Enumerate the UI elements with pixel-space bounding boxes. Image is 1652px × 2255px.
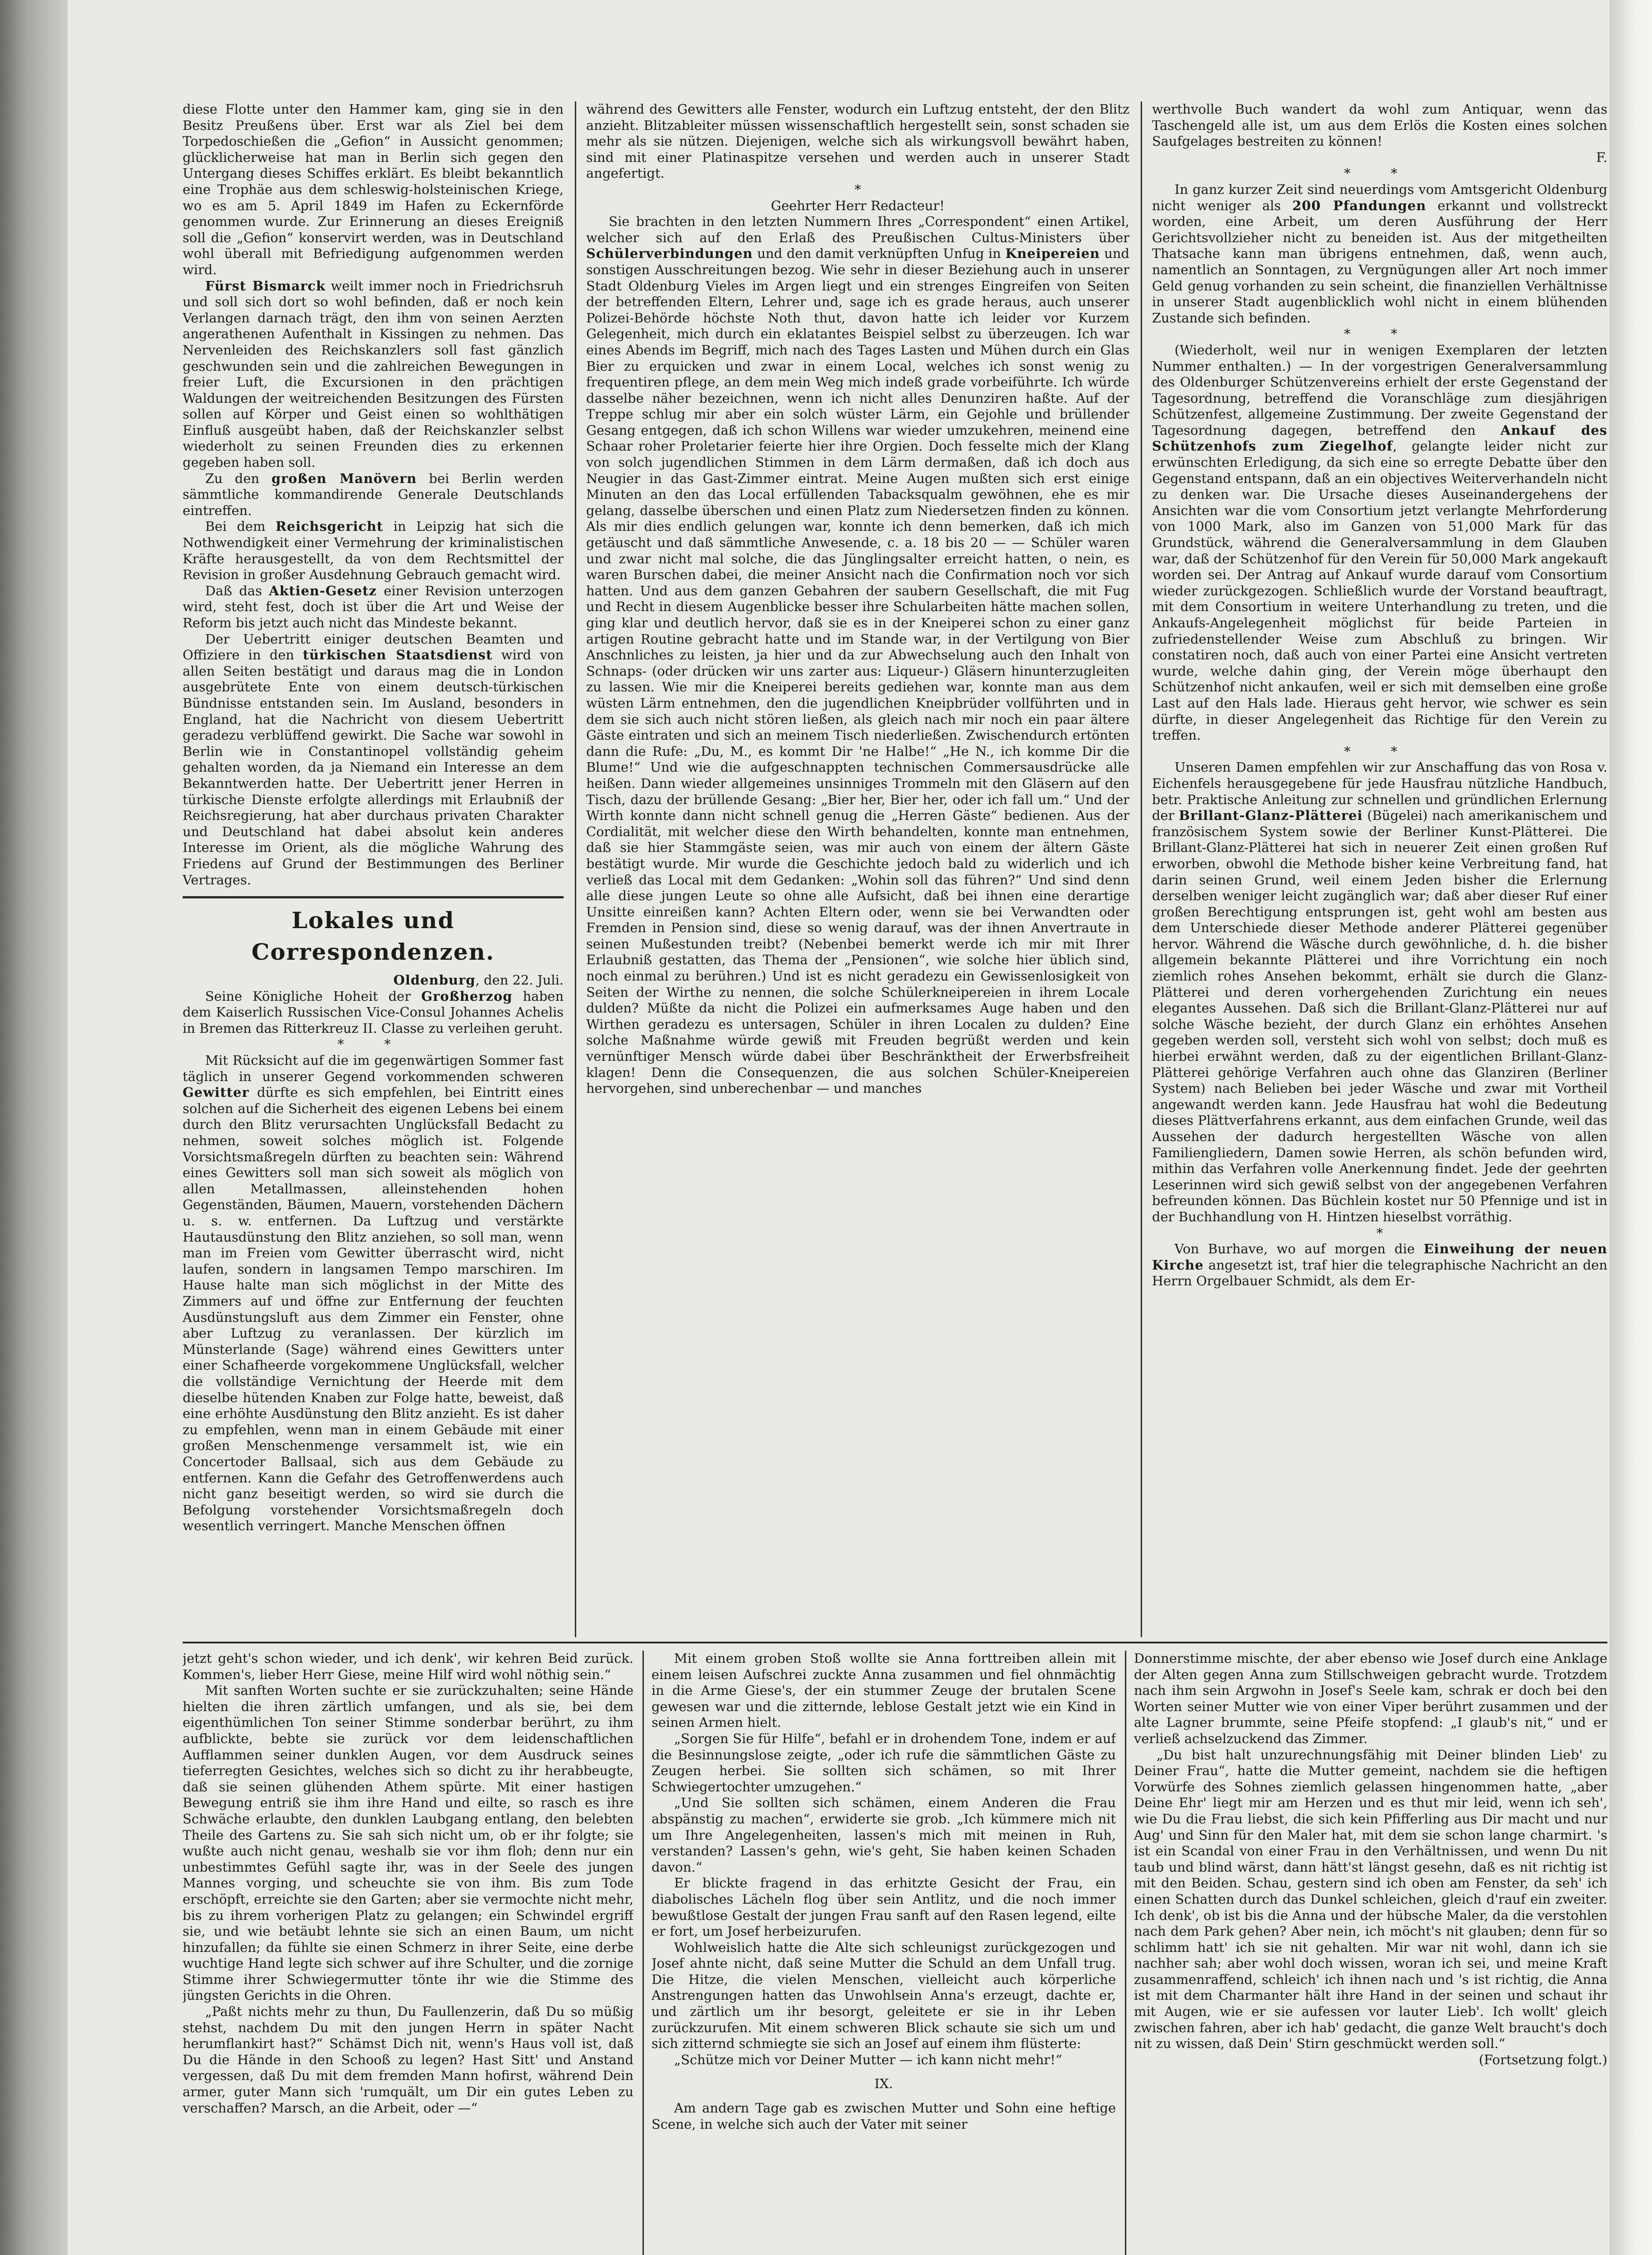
feuilleton-rule bbox=[183, 1642, 1607, 1643]
separator-asterisks: * * bbox=[1344, 166, 1416, 181]
keyword-schuelerverbindungen: Schülerverbindungen bbox=[586, 246, 753, 262]
keyword-gewitter: Gewitter bbox=[183, 1085, 249, 1100]
chapter-number: IX. bbox=[874, 2076, 893, 2092]
paragraph-gefion: diese Flotte unter den Hammer kam, ging sie in den Besitz Preußens über. Erst war als Ziel bei dem Torpedoschießen die „Gefion“ in Aussicht genommen; glücklicherweise hat man in Berlin sich gegen den Untergang dieses Schiffes erklärt. Es bleibt bekanntlich eine Trophäe aus dem schleswig-holsteinischen Kriege, wo es am 5. April 1849 im Hafen zu Eckernförde genommen wurde. Zur Erinnerung an dieses Ereigniß soll die „Gefion“ konservirt werden, was in Deutschland wohl überall mit Befriedigung aufgenommen werden wird. bbox=[183, 101, 564, 277]
separator-asterisks: * * bbox=[337, 1036, 409, 1052]
feuilleton-rule-1 bbox=[642, 1651, 644, 2255]
paragraph-blitzableiter: während des Gewitters alle Fenster, wodurch ein Luftzug entsteht, der den Blitz anzieht. Blitzableiter müssen wissenschaftlich hergestellt sein, sonst schaden sie mehr als sie nützen. Diejenigen, welche sich als wirkungsvoll bewährt haben, sind mit einer Platinaspitze versehen und werden auch in unserer Stadt angefertigt. bbox=[586, 101, 1129, 181]
book-binding-shadow bbox=[0, 0, 68, 2255]
paragraph-gewitter: Mit Rücksicht auf die im gegenwärtigen Sommer fast täglich in unserer Gegend vorkommenden schweren Gewitter dürfte es sich empfehlen, bei Eintritt eines solchen auf die Sicherheit des eigenen Lebens bei einem durch den Blitz verursachten Unglücksfall Bedacht zu nehmen, soweit solches möglich ist. Folgende Vorsichtsmaßregeln dürften zu beachten sein: Während eines Gewitters soll man sich soweit als möglich von allen Metallmassen, alleinstehenden hohen Gegenständen, Bäumen, Mauern, vorstehenden Dächern u. s. w. entfernen. Da Luftzug und verstärkte Hautausdünstung den Blitz anziehen, so soll man, wenn man im Freien vom Gewitter überrascht wird, nicht laufen, sondern in langsamen Tempo marschiren. Im Hause halte man sich möglichst in der Mitte des Zimmers auf und öffne zur Entfernung der feuchten Ausdünstungsluft aus dem Zimmer ein Fenster, ohne aber Luftzug zu veranlassen. Der kürzlich im Münsterlande (Sage) während eines Gewitters unter einer Schafheerde vorgekommene Unglücksfall, welcher die vollständige Vernichtung der Heerde mit dem dieselbe hütenden Knaben zur Folge hatte, beweist, daß eine erhöhte Ausdünstung den Blitz anzieht. Es ist daher zu empfehlen, wenn man in einem Gebäude mit einer großen Menschenmenge versammelt ist, wie ein Concertoder Ballsaal, sich aus dem Gebäude zu entfernen. Kann die Gefahr des Getroffenwerdens auch nicht ganz beseitigt werden, so wird sie durch die Befolgung vorstehender Vorsichtsmaßregeln doch wesentlich verringert. Manche Menschen öffnen bbox=[183, 1053, 564, 1534]
feuilleton-column-3 bbox=[1134, 1651, 1607, 2255]
column-2 bbox=[586, 101, 1129, 1637]
paragraph-bismarck: Fürst Bismarck weilt immer noch in Friedrichsruh und soll sich dort so wohl befinden, daß er noch kein Verlangen darnach trägt, den ihm von seinen Aerzten angerathenen Aufenthalt in Kissingen zu nehmen. Das Nervenleiden des Reichskanzlers soll fast gänzlich geschwunden sein und die zahlreichen Bewegungen in freier Luft, die Excursionen in den prächtigen Waldungen der weitreichenden Besitzungen des Fürsten sollen auf Körper und Geist einen so wohlthätigen Einfluß ausgeübt haben, daß der Reichskanzler selbst wiederholt zu seinen Freunden dies zu erkennen gegeben haben soll. bbox=[183, 278, 564, 470]
column-rule-1 bbox=[575, 101, 576, 1637]
story-paragraph: Er blickte fragend in das erhitzte Gesicht der Frau, ein diabolisches Lächeln flog über sein Antlitz, und die noch immer bewußtlose Gestalt der jungen Frau sanft auf den Rasen legend, eilte er fort, um Josef herbeizurufen. bbox=[652, 1875, 1116, 1939]
story-paragraph: „Paßt nichts mehr zu thun, Du Faullenzerin, daß Du so müßig stehst, nachdem Du mit den jungen Herrn in später Nacht herumflankirt hast?“ Schämst Dich nit, wenn's Haus voll ist, daß Du die Hände in den Schooß zu legen? Hast Sitt' und Anstand vergessen, daß Du mit dem fremden Mann hofirst, während Dein armer, guter Mann sich 'rumquält, um Dir ein gutes Leben zu verschaffen? Marsch, an die Arbeit, oder —“ bbox=[183, 2004, 633, 2116]
story-paragraph: Am andern Tage gab es zwischen Mutter und Sohn eine heftige Scene, in welche sich auch der Vater mit seiner bbox=[652, 2100, 1116, 2132]
paragraph-antiquar: werthvolle Buch wandert da wohl zum Antiquar, wenn das Taschengeld alle ist, um aus dem Erlös die Kosten eines solchen Saufgelages bestreiten zu können! bbox=[1152, 101, 1607, 149]
section-rule bbox=[183, 896, 564, 898]
letter-body: Sie brachten in den letzten Nummern Ihres „Correspondent“ einen Artikel, welcher sich auf den Erlaß des Preußischen Cultus-Ministers über Schülerverbindungen und den damit verknüpften Unfug in Kneipereien und sonstigen Ausschreitungen bezog. Wie sehr in dieser Beziehung auch in unserer Stadt Oldenburg Vieles im Argen liegt und ein strenges Eingreifen von Seiten der betreffenden Eltern, Lehrer und, sage ich es grade heraus, auch unserer Polizei-Behörde höchste Noth thut, davon hatte ich leider vor Kurzem Gelegenheit, mich durch ein eklatantes Beispiel selbst zu überzeugen. Ich war eines Abends im Begriff, mich nach des Tages Lasten und Mühen durch ein Glas Bier zu erquicken und zwar in einem Local, welches ich sonst wenig zu frequentiren pflege, an dem mein Weg mich indeß grade vorbeiführte. Ich würde dasselbe näher bezeichnen, wenn ich nicht alles Denunziren haßte. Auf der Treppe schlug mir aber ein solch wüster Lärm, ein Gejohle und brüllender Gesang entgegen, daß ich schon Willens war wieder umzukehren, meinend eine Schaar roher Proletarier feierte hier ihre Orgien. Doch fesselte mich der Klang von solch jugendlichen Stimmen in dem Lärm dermaßen, daß ich doch aus Neugier in das Gast-Zimmer eintrat. Meine Augen mußten sich erst einige Minuten an den das Local erfüllenden Tabacksqualm gewöhnen, ehe es mir gelang, dasselbe überschen und einen Platz zum Niedersetzen finden zu können. Als mir dies endlich gelungen war, konnte ich denn bemerken, daß ich mich getäuscht und daß sämmtliche Anwesende, c. a. 18 bis 20 — — Schüler waren und zwar nicht mal solche, die das Jünglingsalter erreicht hatten, o nein, es waren Burschen dabei, die meiner Ansicht nach die Confirmation noch vor sich hatten. Und aus dem ganzen Gebahren der saubern Gesellschaft, die mit Fug und Recht in diesem Augenblicke besser ihre Schularbeiten hätte machen sollen, ging klar und deutlich hervor, daß sie es in der Kneiperei schon zu einer ganz artigen Routine gebracht hatte und im Stande war, in der Vertilgung von Bier Anschnliches zu leisten, ja hier und da zur Abwechselung auch den Inhalt von Schnaps- (oder drücken wir uns zarter aus: Liqueur-) Gläsern hinunterzugleiten zu lassen. Wie mir die Kneiperei bereits gediehen war, konnte man aus dem wüsten Lärm entnehmen, den die jugendlichen Kneipbrüder vollführten und in dem sie sich auch nicht stören ließen, als gleich nach mir noch ein paar ältere Gäste eintraten und sich an meinem Tisch niederließen. Zwischendurch ertönten dann die Rufe: „Du, M., es kommt Dir 'ne Halbe!“ „He N., ich komme Dir die Blume!“ Und wie die aufgeschnappten technischen Commersausdrücke alle heißen. Dann wieder allgemeines unsinniges Trommeln mit den Gläsern auf den Tisch, dazu der brüllende Gesang: „Bier her, Bier her, oder ich fall um.“ Und der Wirth konnte dann nicht schnell genug die „Herren Gäste“ bedienen. Aus der Cordialität, mit welcher diese den Wirth behandelten, konnte man entnehmen, daß sie hier Stammgäste seien, was mir auch von einem der ältern Gäste bestätigt wurde. Mir wurde die Geschichte jedoch bald zu widerlich und ich verließ das Local mit dem Gedanken: „Wohin soll das führen?“ Und sind denn alle diese jungen Leute so ohne alle Aufsicht, daß bei ihnen eine derartige Unsitte einreißen kann? Achten Eltern oder, wenn sie bei Verwandten oder Fremden in Pension sind, diese so wenig darauf, was der ihnen Anvertraute in seinen Mußestunden treibt? (Nebenbei bemerkt werde ich mir mit Ihrer Erlaubniß gestatten, das Thema der „Pensionen“, wie solche hier üblich sind, noch einmal zu berühren.) Und ist es nicht geradezu ein Gewissenlosigkeit von Seiten der Wirthe zu nennen, die solche Schülerkneipereien in ihrem Locale dulden? Müßte da nicht die Polizei ein aufmerksames Auge haben und den Wirthen geradezu es untersagen, Schüler in ihren Localen zu dulden? Eine solche Maßnahme würde gewiß mit Freuden begrüßt werden und kein vernünftiger Mensch würde dabei über Beschränktheit der Erwerbsfreiheit klagen! Denn die Consequenzen, die aus solchen Schüler-Kneipereien hervorgehen, sind unberechenbar — und manches bbox=[586, 214, 1129, 1096]
paragraph-manoever: Zu den großen Manövern bei Berlin werden sämmtliche kommandirende Generale Deutschlands eintreffen. bbox=[183, 470, 564, 518]
letter-salutation: Geehrter Herr Redacteur! bbox=[771, 198, 945, 213]
paragraph-aktiengesetz: Daß das Aktien-Gesetz einer Revision unterzogen wird, steht fest, doch ist über die Art und Weise der Reform bis jetzt auch nicht das Mindeste bekannt. bbox=[183, 583, 564, 630]
keyword-grossherzog: Großherzog bbox=[421, 988, 513, 1004]
keyword-kirche: Einweihung der neuen Kirche bbox=[1152, 1241, 1607, 1273]
paragraph-burhave: Von Burhave, wo auf morgen die Einweihung der neuen Kirche angesetzt ist, traf hier die telegraphische Nachricht an den Herrn Orgelbauer Schmidt, als dem Er- bbox=[1152, 1241, 1607, 1289]
keyword-plaetterei: Brillant-Glanz-Plätterei bbox=[1179, 808, 1363, 824]
story-paragraph: Mit einem groben Stoß wollte sie Anna forttreiben allein mit einem leisen Aufschrei zuckte Anna zusammen und fiel ohnmächtig in die Arme Giese's, der ein stummer Zeuge der brutalen Scene gewesen war und die zitternde, leblose Gestalt jetzt wie ein Kind in seinen Armen hielt. bbox=[652, 1651, 1116, 1730]
separator-asterisk: * bbox=[1376, 1225, 1383, 1241]
column-1 bbox=[183, 101, 564, 1637]
keyword-aktiengesetz: Aktien-Gesetz bbox=[269, 583, 377, 598]
separator-asterisks: * * bbox=[1344, 326, 1416, 342]
story-paragraph: jetzt geht's schon wieder, und ich denk', wir kehren Beid zurück. Kommen's, lieber Herr Giese, meine Hilf wird wohl nöthig sein.“ bbox=[183, 1651, 633, 1682]
feuilleton-column-2 bbox=[652, 1651, 1116, 2255]
story-paragraph: „Schütze mich vor Deiner Mutter — ich kann nicht mehr!“ bbox=[674, 2052, 1062, 2067]
feuilleton-rule-2 bbox=[1125, 1651, 1126, 2255]
keyword-staatsdienst: türkischen Staatsdienst bbox=[303, 647, 493, 663]
story-paragraph: „Und Sie sollten sich schämen, einem Anderen die Frau abspänstig zu machen“, erwiderte sie grob. „Ich kümmere mich nit um Ihre Angelegenheiten, lassen's mich mit meinen in Ruh, verstanden? Lassen's gehn, wie's geht, Sie haben keinen Schaden davon.“ bbox=[652, 1795, 1116, 1875]
story-paragraph: Wohlweislich hatte die Alte sich schleunigst zurückgezogen und Josef ahnte nicht, daß seine Mutter die Schuld an dem Unfall trug. Die Hitze, die vielen Menschen, vielleicht auch körperliche Anstrengungen hatten das Unwohlsein Anna's erzeugt, dachte er, und zärtlich um ihr besorgt, geleitete er sie in ihr Leben zurückzurufen. Mit einem schweren Blick schaute sie sich um und sich zitternd schmiegte sie sich an Josef auf einem ihm flüsterte: bbox=[652, 1939, 1116, 2052]
keyword-bismarck: Fürst Bismarck bbox=[205, 278, 326, 294]
story-paragraph: Mit sanften Worten suchte er sie zurückzuhalten; seine Hände hielten die ihren zärtlich umfangen, und als sie, bei dem eigenthümlichen Ton seiner Stimme sonderbar berührt, zu ihm aufblickte, bebte sie zurück vor dem leidenschaftlichen Aufflammen seiner dunklen Augen, vor dem Ausdruck seines tieferregten Gesichtes, welches sich so dicht zu ihr herabbeugte, daß sie seinen glühenden Athem spürte. Mit einer hastigen Bewegung entriß sie ihm ihre Hand und eilte, so rasch es ihre Schwäche erlaubte, den dunklen Laubgang entlang, den belebten Theile des Gartens zu. Sie sah sich nicht um, ob er ihr folgte; sie wußte auch nicht genau, weshalb sie vor ihm floh; denn nur ein unbestimmtes Gefühl sagte ihr, was in der Seele des jungen Mannes vorging, und scheuchte sie von ihm. Bis zum Tode erschöpft, erreichte sie den Garten; aber sie vermochte nicht mehr, bis zu ihrem vorherigen Platz zu gelangen; ein Schwindel ergriff sie, und wie betäubt lehnte sie sich an einen Baum, um nicht hinzufallen; da fühlte sie einen Schmerz in ihrer Seite, eine derbe wuchtige Hand legte sich schwer auf ihre Schulter, und die zornige Stimme ihrer Schwiegermutter tönte ihr wie die Stimme des jüngsten Gerichts in die Ohren. bbox=[183, 1683, 633, 2003]
page-edge bbox=[1610, 0, 1652, 2255]
keyword-reichsgericht: Reichsgericht bbox=[275, 519, 383, 534]
paragraph-pfandungen: In ganz kurzer Zeit sind neuerdings vom Amtsgericht Oldenburg nicht weniger als 200 Pfandungen erkannt und vollstreckt worden, eine Arbeit, um deren Ausführung der Herr Gerichtsvollzieher nicht zu beneiden ist. Aus der mitgetheilten Thatsache kann man übrigens entnehmen, daß, wenn auch, namentlich an Sonntagen, zu Vergnügungen aller Art noch immer Geld genug vorhanden zu sein scheint, die finanziellen Verhältnisse in unserer Stadt augenblicklich wohl nicht in einem blühenden Zustande sich befinden. bbox=[1152, 181, 1607, 326]
signature: F. bbox=[1596, 149, 1607, 165]
story-paragraph: Donnerstimme mischte, der aber ebenso wie Josef durch eine Anklage der Alten gegen Anna zum Stillschweigen gebracht wurde. Trotzdem nach ihm sein Argwohn in Josef's Seele kam, schrak er doch bei den Worten seiner Mutter wie von einer Viper berührt zusammen und der alte Lagner brummte, seine Pfeife stopfend: „I glaub's nit,“ und er verließ achselzuckend das Zimmer. bbox=[1134, 1651, 1607, 1746]
paragraph-schuetzenverein: (Wiederholt, weil nur in wenigen Exemplaren der letzten Nummer enthalten.) — In der vorgestrigen Generalversammlung des Oldenburger Schützenvereins erhielt der erste Gegenstand der Tagesordnung, betreffend die Voranschläge zum diesjährigen Schützenfest, allgemeine Zustimmung. Der zweite Gegenstand der Tagesordnung dagegen, betreffend den Ankauf des Schützenhofs zum Ziegelhof, gelangte leider nicht zur erwünschten Erledigung, da sich eine so erregte Debatte über den Gegenstand entspann, daß an ein objectives Weiterverhandeln nicht zu denken war. Die Ursache dieses Auseinandergehens der Ansichten war die vom Consortium jetzt verlangte Mehrforderung von 1000 Mark, also im Ganzen von 51,000 Mark für das Grundstück, während die Generalversammlung in dem Glauben war, daß der Schützenhof für den Verein für 50,000 Mark angekauft worden sei. Der Antrag auf Ankauf wurde darauf vom Consortium wieder zurückgezogen. Schließlich wurde der Vorstand beauftragt, mit dem Consortium in weitere Unterhandlung zu treten, und die Ankaufs-Angelegenheit möglichst für beide Parteien in zufriedenstellender Weise zum Abschluß zu bringen. Wir constatiren noch, daß auch von einer Partei eine Ansicht vertreten wurde, welche dahin ging, der Verein möge überhaupt den Schützenhof nicht ankaufen, weil er sich mit demselben eine große Last auf den Hals lade. Hieraus geht hervor, wie schwer es sein dürfte, in dieser Angelegenheit das Richtige für den Verein zu treffen. bbox=[1152, 342, 1607, 743]
continuation-note: (Fortsetzung folgt.) bbox=[1478, 2052, 1607, 2067]
keyword-kneipereien: Kneipereien bbox=[1005, 246, 1100, 262]
story-paragraph: „Du bist halt unzurechnungsfähig mit Deiner blinden Lieb' zu Deiner Frau“, hatte die Mutter gemeint, nachdem sie die heftigen Vorwürfe des Sohnes ziemlich gelassen hingenommen hatte, „aber Deine Ehr' liegt mir am Herzen und es thut mir leid, wenn ich seh', wie Du die Frau liebst, die sich kein Pfifferling aus Dir macht und nur Aug' und Sinn für den Maler hat, mit dem sie schon lange charmirt. 's ist ein Scandal von einer Frau in den Verhältnissen, und wenn Du nit taub und blind wärst, dann hätt'st längst gesehn, daß es nit richtig ist mit den Beiden. Schau, gestern sind ich oben am Fenster, da seh' ich einen Schatten durch das Dunkel schleichen, gleich d'rauf ein zweiter. Ich denk', ob ist bis die Anna und der hübsche Maler, da die verstohlen nach dem Park gehen? Aber nein, ich möcht's nit glauben; denn für so schlimm hatt' ich sie nit gehalten. Mir war nit wohl, dann ich sie nachher sah; aber wohl doch wissen, woran ich sei, und meine Kraft zusammenraffend, schleich' ich ihnen nach und 's ist richtig, die Anna ist mit dem Charmanter hält ihre Hand in der seinen und schaut ihr mit Augen, wie er sie aufessen vor lauter Lieb'. Ich wollt' gleich zwischen fahren, aber ich hab' gedacht, die ganze Welt braucht's doch nit zu wissen, daß Dein' Stirn geschmückt werden soll.“ bbox=[1134, 1747, 1607, 2052]
keyword-manoever: großen Manövern bbox=[271, 470, 417, 486]
feuilleton-column-1 bbox=[183, 1651, 633, 2255]
separator-asterisk: * bbox=[854, 181, 861, 197]
paragraph-tuerkischer-dienst: Der Uebertritt einiger deutschen Beamten und Offiziere in den türkischen Staatsdienst wird von allen Seiten bestätigt und daraus mag die in London ausgebrütete Ente von einem deutsch-türkischen Bündnisse entstanden sein. Im Ausland, besonders in England, hat die Nachricht von diesem Uebertritt geradezu verblüffend gewirkt. Die Sache war sowohl in Berlin wie in Constantinopel vollständig geheim gehalten worden, da ja Niemand ein Interesse an dem Bekanntwerden hatte. Der Uebertritt jener Herren in türkische Dienste erfolgte allerdings mit Erlaubniß der Reichsregierung, hat aber durchaus privaten Charakter und Deutschland hat dabei absolut kein anderes Interesse im Orient, als die mögliche Wahrung des Friedens auf Grund der Bestimmungen des Berliner Vertrages. bbox=[183, 631, 564, 888]
dateline: Oldenburg, den 22. Juli. bbox=[393, 972, 564, 988]
paragraph-grossherzog: Seine Königliche Hoheit der Großherzog haben dem Kaiserlich Russischen Vice-Consul Johannes Achelis in Bremen das Ritterkreuz II. Classe zu verleihen geruht. bbox=[183, 988, 564, 1036]
keyword-pfandungen: 200 Pfandungen bbox=[1292, 198, 1427, 213]
section-heading: Lokales und Correspondenzen. bbox=[251, 907, 495, 966]
story-paragraph: „Sorgen Sie für Hilfe“, befahl er in drohendem Tone, indem er auf die Besinnungslose zeigte, „oder ich rufe die sämmtlichen Gäste zu Zeugen herbei. Sie sollten sich schämen, so mit Ihrer Schwiegertochter umzugehen.“ bbox=[652, 1730, 1116, 1795]
column-rule-2 bbox=[1141, 101, 1142, 1637]
paragraph-plaetterei: Unseren Damen empfehlen wir zur Anschaffung das von Rosa v. Eichenfels herausgegebene für jede Hausfrau nützliche Handbuch, betr. Praktische Anleitung zur schnellen und gründlichen Erlernung der Brillant-Glanz-Plätterei (Bügelei) nach amerikanischem und französischem System sowie der Berliner Kunst-Plätterei. Die Brillant-Glanz-Plätterei hat sich in neuerer Zeit einen großen Ruf erworben, obwohl die Methode bisher keine Verbreitung fand, hat darin seinen Grund, weil einem Jeden bisher die Erlernung derselben weniger leicht zugänglich war; daß aber dieser Ruf einer großen Berechtigung entsprungen ist, geht wohl am besten aus dem Unterschiede dieser Methode anderer Plätterei gegenüber hervor. Während die Wäsche durch gewöhnliche, d. h. die bisher allgemein bekannte Plätterei und ihre Vorrichtung ein noch ziemlich rohes Ansehen bekommt, erhält sie durch die Glanz-Plätterei und deren vorhergehenden Zurichtung ein neues elegantes Aussehen. Daß sich die Brillant-Glanz-Plätterei nur auf solche Wäsche bezieht, der durch Glanz ein erhöhtes Ansehen gegeben werden soll, versteht sich wohl von selbst; doch muß es hierbei erwähnt werden, daß zu der eigentlichen Brillant-Glanz-Plätterei gehörige Verfahren auch ohne das Glanziren (Berliner System) nach Belieben bei jeder Wäsche und zwar mit Vortheil angewandt werden kann. Jede Hausfrau hat wohl die Bedeutung dieses Plättverfahrens erkannt, aus dem einfachen Grunde, weil das Aussehen der dadurch hergestellten Wäsche von allen Familiengliedern, Damen sowie Herren, als schön befunden wird, mithin das Verfahren volle Anerkennung findet. Jede der geehrten Leserinnen wird sich gewiß selbst von der angegebenen Verfahren befreunden können. Das Büchlein kostet nur 50 Pfennige und ist in der Buchhandlung von H. Hintzen hieselbst vorräthig. bbox=[1152, 759, 1607, 1224]
keyword-schuetzenhof: Ankauf des Schützenhofs zum Ziegelhof bbox=[1152, 422, 1607, 454]
separator-asterisks: * * bbox=[1344, 743, 1416, 759]
paragraph-reichsgericht: Bei dem Reichsgericht in Leipzig hat sich die Nothwendigkeit einer Vermehrung der kriminalistischen Kräfte herausgestellt, da von dem Rechtsmittel der Revision in großer Ausdehnung Gebrauch gemacht wird. bbox=[183, 519, 564, 583]
column-3 bbox=[1152, 101, 1607, 1637]
